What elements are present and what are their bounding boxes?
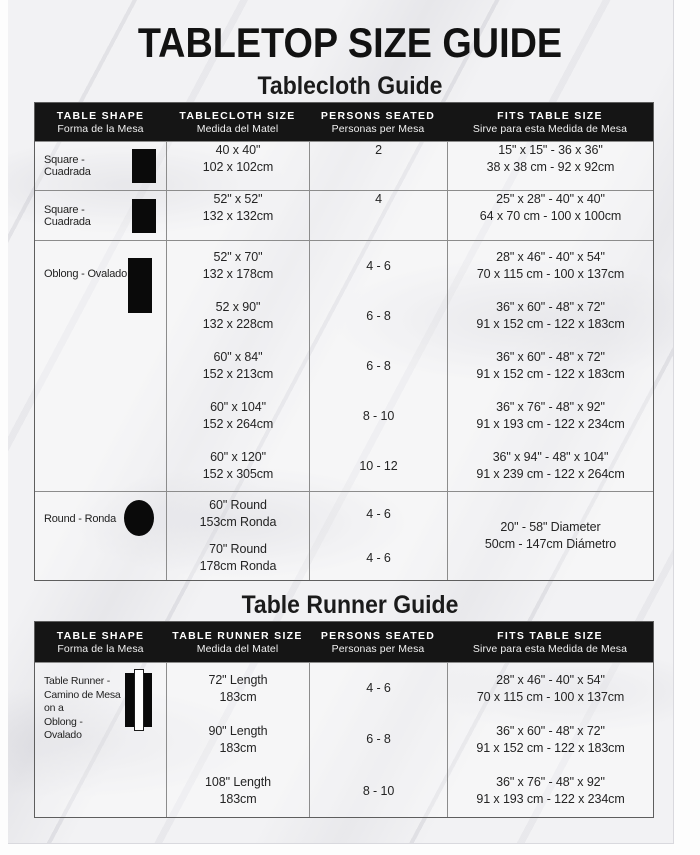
size-entry [167,536,309,580]
header-en: TABLE SHAPE [56,629,145,642]
fits-cm: 91 x 193 cm - 122 x 234cm [476,417,625,431]
size-stack [167,241,309,491]
shape-label: Square - Cuadrada [44,154,91,178]
fits-inches: 20" - 58" Diameter [500,520,601,534]
size-stack [167,663,309,817]
persons-entry [310,441,447,491]
size-cell [166,191,309,240]
size-cm: 178cm Ronda [199,559,277,573]
header-table-shape [35,103,166,141]
persons-entry [310,663,447,714]
fits-entry [448,663,653,714]
fits-inches: 28" x 46" - 40" x 54" [496,250,605,264]
shape-label-line: Camino de Mesa [44,688,121,701]
header-table-shape [35,622,166,662]
shape-label-line: Table Runner - [44,675,111,687]
persons-entry [310,341,447,391]
header-en: TABLE SHAPE [56,109,145,122]
shape-cell [35,142,166,190]
persons-entry [310,492,447,536]
size-cell [166,663,309,817]
shape-label-line: Oblong - Ovalado [44,715,83,741]
persons-entry [310,142,447,159]
persons-value: 4 - 6 [366,681,391,696]
size-entry [167,492,309,536]
fits-cm: 38 x 38 cm - 92 x 92cm [486,160,615,174]
size-entry [167,714,309,765]
fits-cm: 91 x 193 cm - 122 x 234cm [476,792,625,807]
fits-stack [448,663,653,817]
size-cm: 102 x 102cm [202,160,274,174]
size-cm: 183cm [219,740,257,755]
size-inches: 72" Length [208,672,268,687]
fits-entry [448,142,653,176]
shape-label: Oblong - Ovalado [44,268,128,280]
persons-entry [310,714,447,765]
oblong-rectangle-icon [128,258,152,313]
tablecloth-guide-title: Tablecloth Guide [257,72,443,100]
size-cm: 132 x 228cm [202,317,274,331]
table-row-group-runner [35,662,653,817]
size-cell [166,142,309,190]
persons-entry [310,391,447,441]
shape-cell [35,241,166,491]
fits-stack [448,241,653,491]
header-es: Medida del Matel [196,642,279,655]
size-entry [167,663,309,714]
table-row-group-round [35,491,653,580]
persons-value: 4 - 6 [366,550,391,565]
size-inches: 60" x 120" [210,450,266,464]
size-cell [166,492,309,580]
shape-label-line: on a [44,702,64,714]
persons-cell [309,142,447,190]
persons-value: 6 - 8 [366,732,391,747]
header-es: Personas per Mesa [331,642,425,655]
fits-cell [447,191,653,240]
fits-entry [448,766,653,817]
persons-value: 4 [375,192,382,206]
square-icon [132,199,156,233]
header-en: PERSONS SEATED [320,629,436,642]
table-row-square-52 [35,190,653,240]
fits-inches: 15" x 15" - 36 x 36" [498,143,603,157]
persons-value: 4 - 6 [366,506,391,521]
persons-entry [310,241,447,291]
fits-cm: 91 x 152 cm - 122 x 183cm [476,740,625,755]
shape-cell [35,492,166,580]
size-cm: 132 x 132cm [202,209,274,223]
header-es: Forma de la Mesa [57,642,144,655]
table-row-group-oblong [35,240,653,491]
fits-inches: 28" x 46" - 40" x 54" [496,672,605,687]
shape-label [44,675,122,743]
header-en: TABLECLOTH SIZE [179,109,296,122]
fits-inches: 36" x 76" - 48" x 92" [496,775,605,790]
header-en: FITS TABLE SIZE [497,109,603,122]
size-stack [167,492,309,580]
table-runner-table [34,621,654,818]
size-inches: 60" x 84" [213,350,263,364]
header-tablecloth-size [166,103,309,141]
runner-stripe-shape [134,669,144,731]
shape-cell [35,663,166,817]
persons-entry [310,766,447,817]
header-en: FITS TABLE SIZE [497,629,603,642]
persons-stack [310,241,447,491]
header-en: PERSONS SEATED [320,109,436,122]
header-fits-table-size [447,103,653,141]
size-inches: 52" x 70" [213,250,263,264]
runner-header-row [35,622,653,662]
persons-value: 8 - 10 [362,408,395,423]
fits-cm: 50cm - 147cm Diámetro [484,537,617,551]
table-runner-guide-title: Table Runner Guide [241,591,459,619]
size-inches: 70" Round [209,542,267,556]
persons-value: 4 - 6 [366,258,391,273]
fits-inches: 36" x 60" - 48" x 72" [496,723,605,738]
size-cm: 183cm [219,792,257,807]
circle-icon [124,500,154,536]
size-entry [167,191,309,225]
persons-value: 10 - 12 [359,458,398,473]
size-inches: 52 x 90" [215,300,261,314]
size-inches: 52" x 52" [213,192,263,206]
size-inches: 40 x 40" [215,143,261,157]
size-cm: 183cm [219,689,257,704]
fits-cell [447,241,653,491]
tablecloth-header-row [35,103,653,141]
header-es: Forma de la Mesa [57,122,144,135]
persons-entry [310,291,447,341]
fits-inches: 36" x 94" - 48" x 104" [492,450,609,464]
fits-entry [448,492,653,580]
header-persons-seated [309,103,447,141]
fits-entry [448,391,653,441]
size-entry [167,341,309,391]
size-inches: 60" x 104" [210,400,266,414]
persons-cell [309,191,447,240]
fits-cm: 64 x 70 cm - 100 x 100cm [479,209,622,223]
header-es: Medida del Matel [196,122,279,135]
persons-entry [310,536,447,580]
square-icon [132,149,156,183]
header-es: Sirve para esta Medida de Mesa [472,642,628,655]
shape-cell [35,191,166,240]
tablecloth-table [34,102,654,581]
persons-value: 6 - 8 [366,358,391,373]
fits-cell-merged [447,492,653,580]
header-fits-table-size [447,622,653,662]
fits-entry [448,441,653,491]
fits-cell [447,663,653,817]
persons-stack [310,663,447,817]
table-runner-icon [122,669,158,731]
fits-cm: 91 x 152 cm - 122 x 183cm [476,367,625,381]
fits-entry [448,191,653,225]
size-cm: 152 x 213cm [202,367,274,381]
persons-value: 2 [375,143,382,157]
size-entry [167,291,309,341]
table-row-square-40 [35,141,653,190]
header-persons-seated [309,622,447,662]
size-cm: 152 x 305cm [202,467,274,481]
header-en: TABLE RUNNER SIZE [172,629,303,642]
size-entry [167,142,309,176]
fits-entry [448,714,653,765]
fits-inches: 25" x 28" - 40" x 40" [496,192,605,206]
fits-entry [448,241,653,291]
fits-cm: 91 x 239 cm - 122 x 264cm [476,467,625,481]
persons-entry [310,191,447,208]
fits-cm: 70 x 115 cm - 100 x 137cm [476,689,625,704]
fits-inches: 36" x 60" - 48" x 72" [496,300,605,314]
persons-cell [309,663,447,817]
persons-stack [310,492,447,580]
size-entry [167,766,309,817]
size-cm: 152 x 264cm [202,417,274,431]
size-cm: 153cm Ronda [199,515,277,529]
fits-inches: 36" x 60" - 48" x 72" [496,350,605,364]
size-inches: 108" Length [205,775,271,790]
shape-label: Round - Ronda [44,513,117,525]
size-cell [166,241,309,491]
fits-entry [448,341,653,391]
size-entry [167,391,309,441]
fits-inches: 36" x 76" - 48" x 92" [496,400,605,414]
persons-value: 8 - 10 [362,783,395,798]
persons-value: 6 - 8 [366,308,391,323]
fits-cm: 91 x 152 cm - 122 x 183cm [476,317,625,331]
size-cm: 132 x 178cm [202,267,274,281]
persons-cell [309,492,447,580]
fits-cm: 70 x 115 cm - 100 x 137cm [476,267,625,281]
size-entry [167,241,309,291]
size-inches: 90" Length [208,723,268,738]
fits-cell [447,142,653,190]
header-table-runner-size [166,622,309,662]
size-entry [167,441,309,491]
size-inches: 60" Round [209,498,267,512]
shape-label: Square - Cuadrada [44,203,91,228]
persons-cell [309,241,447,491]
header-es: Personas per Mesa [331,122,425,135]
header-es: Sirve para esta Medida de Mesa [472,122,628,135]
fits-entry [448,291,653,341]
page-title: TABLETOP SIZE GUIDE [137,19,563,66]
